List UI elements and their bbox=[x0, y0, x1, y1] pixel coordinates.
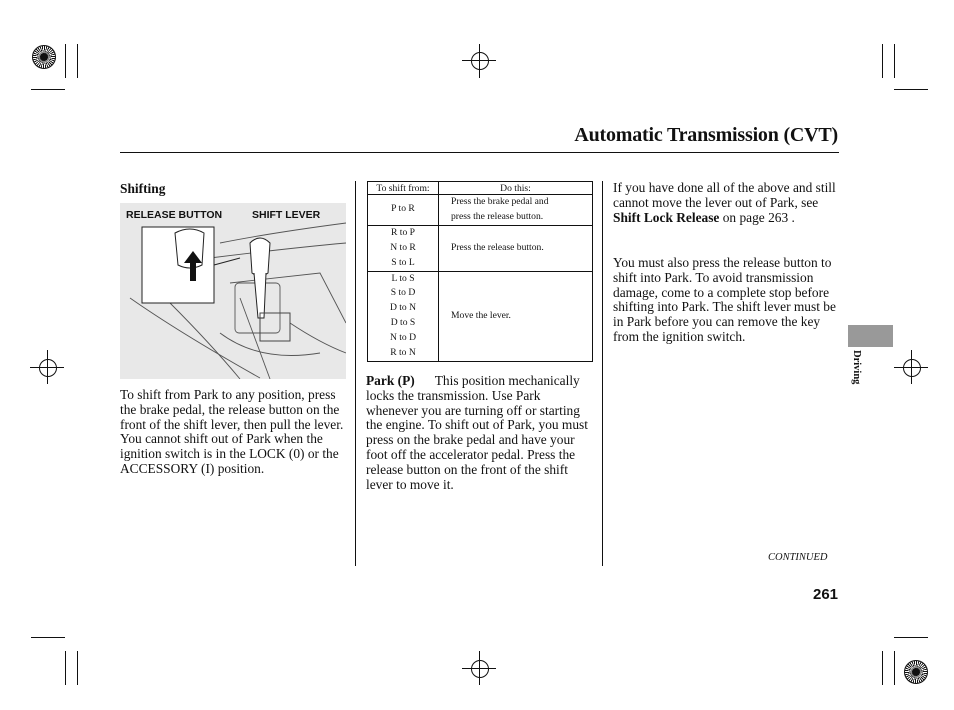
shift-lock-release-link: Shift Lock Release bbox=[613, 209, 720, 225]
continued-label: CONTINUED bbox=[768, 552, 828, 563]
table-cell: N to D bbox=[389, 332, 417, 344]
header-rule bbox=[120, 152, 839, 153]
table-header-do: Do this: bbox=[439, 182, 593, 195]
table-cell: press the release button. bbox=[451, 210, 544, 222]
release-button-label: RELEASE BUTTON bbox=[126, 209, 223, 221]
section-tab bbox=[848, 325, 893, 347]
table-cell: S to D bbox=[390, 287, 416, 299]
shift-lever-figure bbox=[120, 203, 346, 379]
shift-lock-paragraph: If you have done all of the above and still cannot move the lever out of Park, see Shift Lock Release on page 263 . bbox=[613, 180, 836, 225]
table-cell: Press the release button. bbox=[451, 241, 544, 253]
park-paragraph bbox=[366, 374, 594, 492]
table-cell: D to S bbox=[390, 317, 416, 329]
column-divider bbox=[355, 181, 356, 566]
page-title: Automatic Transmission (CVT) bbox=[574, 124, 838, 146]
table-cell: S to L bbox=[391, 256, 415, 268]
park-text: This position mechanically locks the transmission. Use Park whenever you are turning off or starting the engine. To shift out of Park, you must press on the brake pedal and have your foot off the accelerator pedal. Press the release button on the front of the shift lever to move it. bbox=[366, 373, 588, 492]
table-cell: Press the brake pedal and bbox=[451, 196, 549, 207]
park-warning-paragraph: You must also press the release button to shift into Park. To avoid transmission damage, come to a complete stop before shifting into Park. The shift lever must be in Park before you can remove the key from the ignition switch. bbox=[613, 255, 836, 344]
table-cell: P to R bbox=[391, 203, 415, 215]
table-cell: N to R bbox=[390, 241, 416, 253]
table-row bbox=[368, 195, 593, 226]
table-header-row bbox=[368, 182, 593, 195]
table-header-from: To shift from: bbox=[368, 182, 439, 195]
table-cell: D to N bbox=[389, 302, 417, 314]
table-row bbox=[368, 271, 593, 361]
table-cell: R to P bbox=[391, 226, 415, 238]
shift-lever-illustration bbox=[120, 203, 346, 379]
column-divider bbox=[602, 181, 603, 566]
registration-sunburst-icon bbox=[32, 45, 56, 69]
table-row bbox=[368, 225, 593, 271]
park-label: Park (P) bbox=[366, 373, 415, 388]
shift-lever-label: SHIFT LEVER bbox=[252, 209, 321, 221]
table-cell: R to N bbox=[390, 347, 416, 359]
table-cell: L to S bbox=[391, 272, 415, 284]
page-number: 261 bbox=[813, 586, 839, 603]
section-heading: Shifting bbox=[120, 181, 166, 196]
table-cell: Move the lever. bbox=[451, 309, 511, 321]
section-tab-label: Driving bbox=[851, 350, 862, 385]
shift-table bbox=[367, 181, 593, 362]
shifting-paragraph: To shift from Park to any position, press the brake pedal, the release button on the front of the shift lever, then pull the lever. You cannot shift out of Park when the ignition switch is in the LOCK (0) or the ACCESSORY (I) position. bbox=[120, 387, 344, 476]
registration-sunburst-icon bbox=[904, 660, 928, 684]
